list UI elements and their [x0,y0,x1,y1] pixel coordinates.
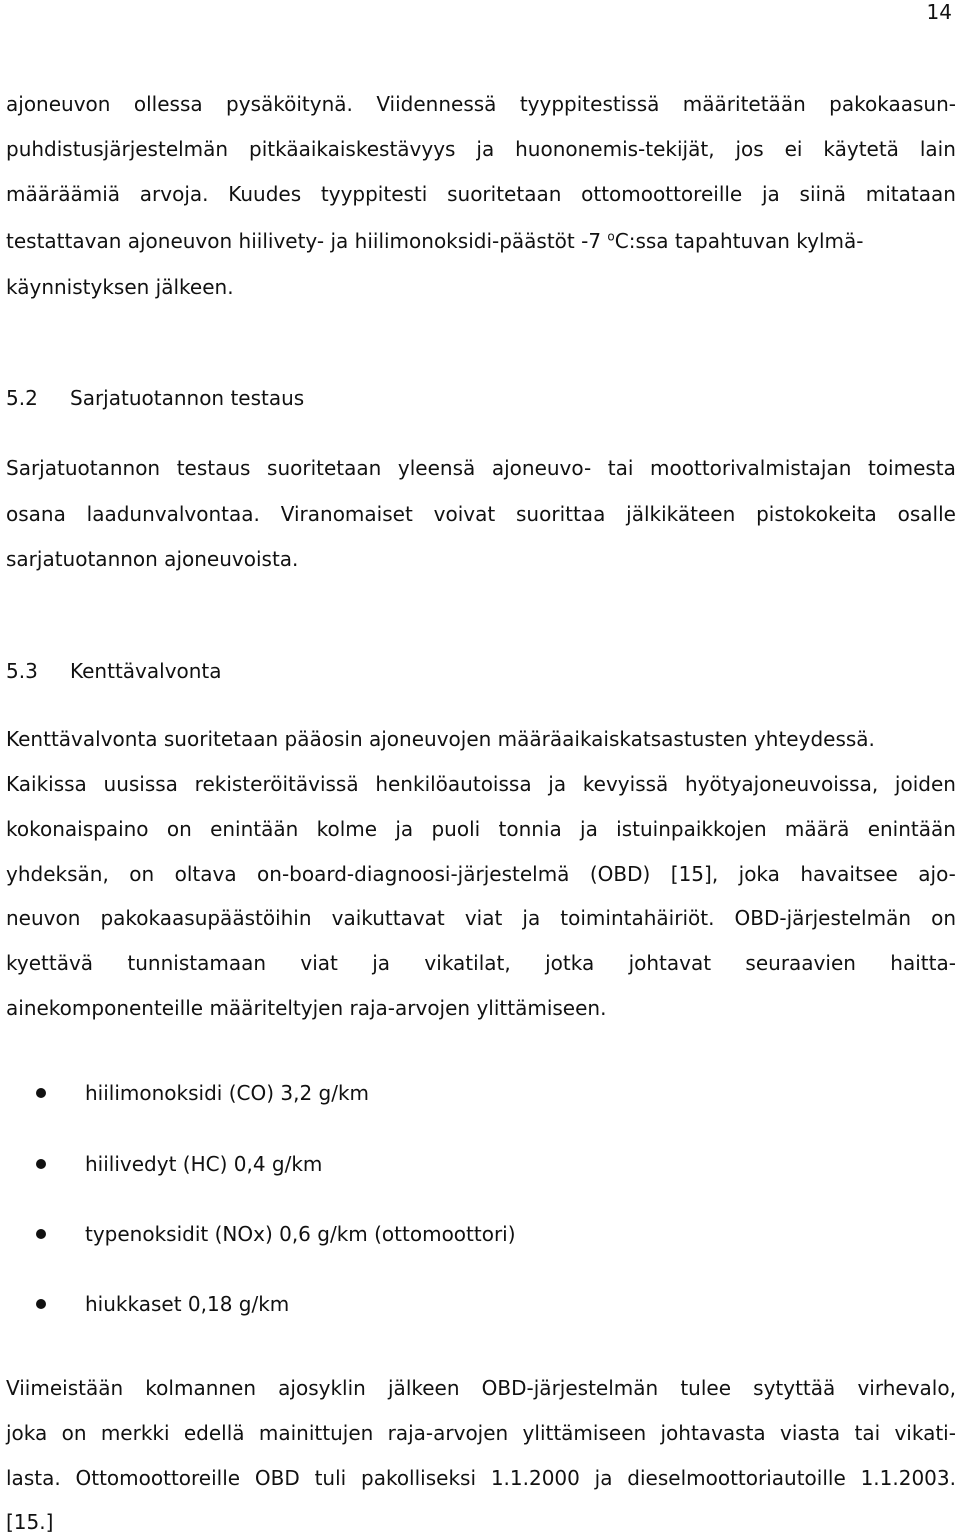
list-item-text: hiilimonoksidi (CO) 3,2 g/km [85,1081,370,1105]
text-line: joka on merkki edellä mainittujen raja-arvojen ylittämiseen johtavasta viasta tai vikati- [6,1421,956,1445]
section-heading [6,659,222,683]
text-line: Viimeistään kolmannen ajosyklin jälkeen OBD-järjestelmän tulee sytyttää virhevalo, [6,1376,956,1400]
bullet-icon [36,1299,46,1309]
text-line: ainekomponenteille määriteltyjen raja-arvojen ylittämiseen. [6,996,607,1020]
text-line: yhdeksän, on oltava on-board-diagnoosi-järjestelmä (OBD) [15], joka havaitsee ajo- [6,862,956,886]
text-line: sarjatuotannon ajoneuvoista. [6,547,299,571]
degree-superscript: o [607,229,615,244]
list-item-text: typenoksidit (NOx) 0,6 g/km (ottomoottori) [85,1222,516,1246]
bullet-icon [36,1229,46,1239]
section-number: 5.2 [6,386,38,410]
text-line: puhdistusjärjestelmän pitkäaikaiskestävyys ja huononemis-tekijät, jos ei käytetä lain [6,137,956,161]
section-heading [6,386,304,410]
section-number: 5.3 [6,659,38,683]
page-number: 14 [926,0,952,24]
text-line: Sarjatuotannon testaus suoritetaan yleensä ajoneuvo- tai moottorivalmistajan toimesta [6,456,956,480]
text-line: Kaikissa uusissa rekisteröitävissä henkilöautoissa ja kevyissä hyötyajoneuvoissa, joiden [6,772,956,796]
bullet-icon [36,1159,46,1169]
text-line: käynnistyksen jälkeen. [6,275,234,299]
section-title: Sarjatuotannon testaus [70,386,305,410]
section-title: Kenttävalvonta [70,659,222,683]
text-line: kokonaispaino on enintään kolme ja puoli tonnia ja istuinpaikkojen määrä enintään [6,817,956,841]
text-line: lasta. Ottomoottoreille OBD tuli pakolliseksi 1.1.2000 ja dieselmoottoriautoille 1.1.2003. [6,1466,956,1490]
text-line: [15.] [6,1510,54,1534]
text-line: Kenttävalvonta suoritetaan pääosin ajoneuvojen määräaikaiskatsastusten yhteydessä. [6,727,875,751]
text-line: ajoneuvon ollessa pysäköitynä. Viidennessä tyyppitestissä määritetään pakokaasun- [6,92,956,116]
list-item-text: hiukkaset 0,18 g/km [85,1292,290,1316]
text-line: kyettävä tunnistamaan viat ja vikatilat, jotka johtavat seuraavien haitta- [6,951,956,975]
list-item-text: hiilivedyt (HC) 0,4 g/km [85,1152,323,1176]
text-segment: testattavan ajoneuvon hiilivety- ja hiilimonoksidi-päästöt -7 [6,229,602,253]
bullet-icon [36,1088,46,1098]
text-line: osana laadunvalvontaa. Viranomaiset voivat suorittaa jälkikäteen pistokokeita osalle [6,502,956,526]
text-segment: C:ssa tapahtuvan kylmä- [614,229,864,253]
text-line-with-superscript [6,229,864,253]
text-line: määräämiä arvoja. Kuudes tyyppitesti suoritetaan ottomoottoreille ja siinä mitataan [6,182,956,206]
text-line: neuvon pakokaasupäästöihin vaikuttavat viat ja toimintahäiriöt. OBD-järjestelmän on [6,906,956,930]
